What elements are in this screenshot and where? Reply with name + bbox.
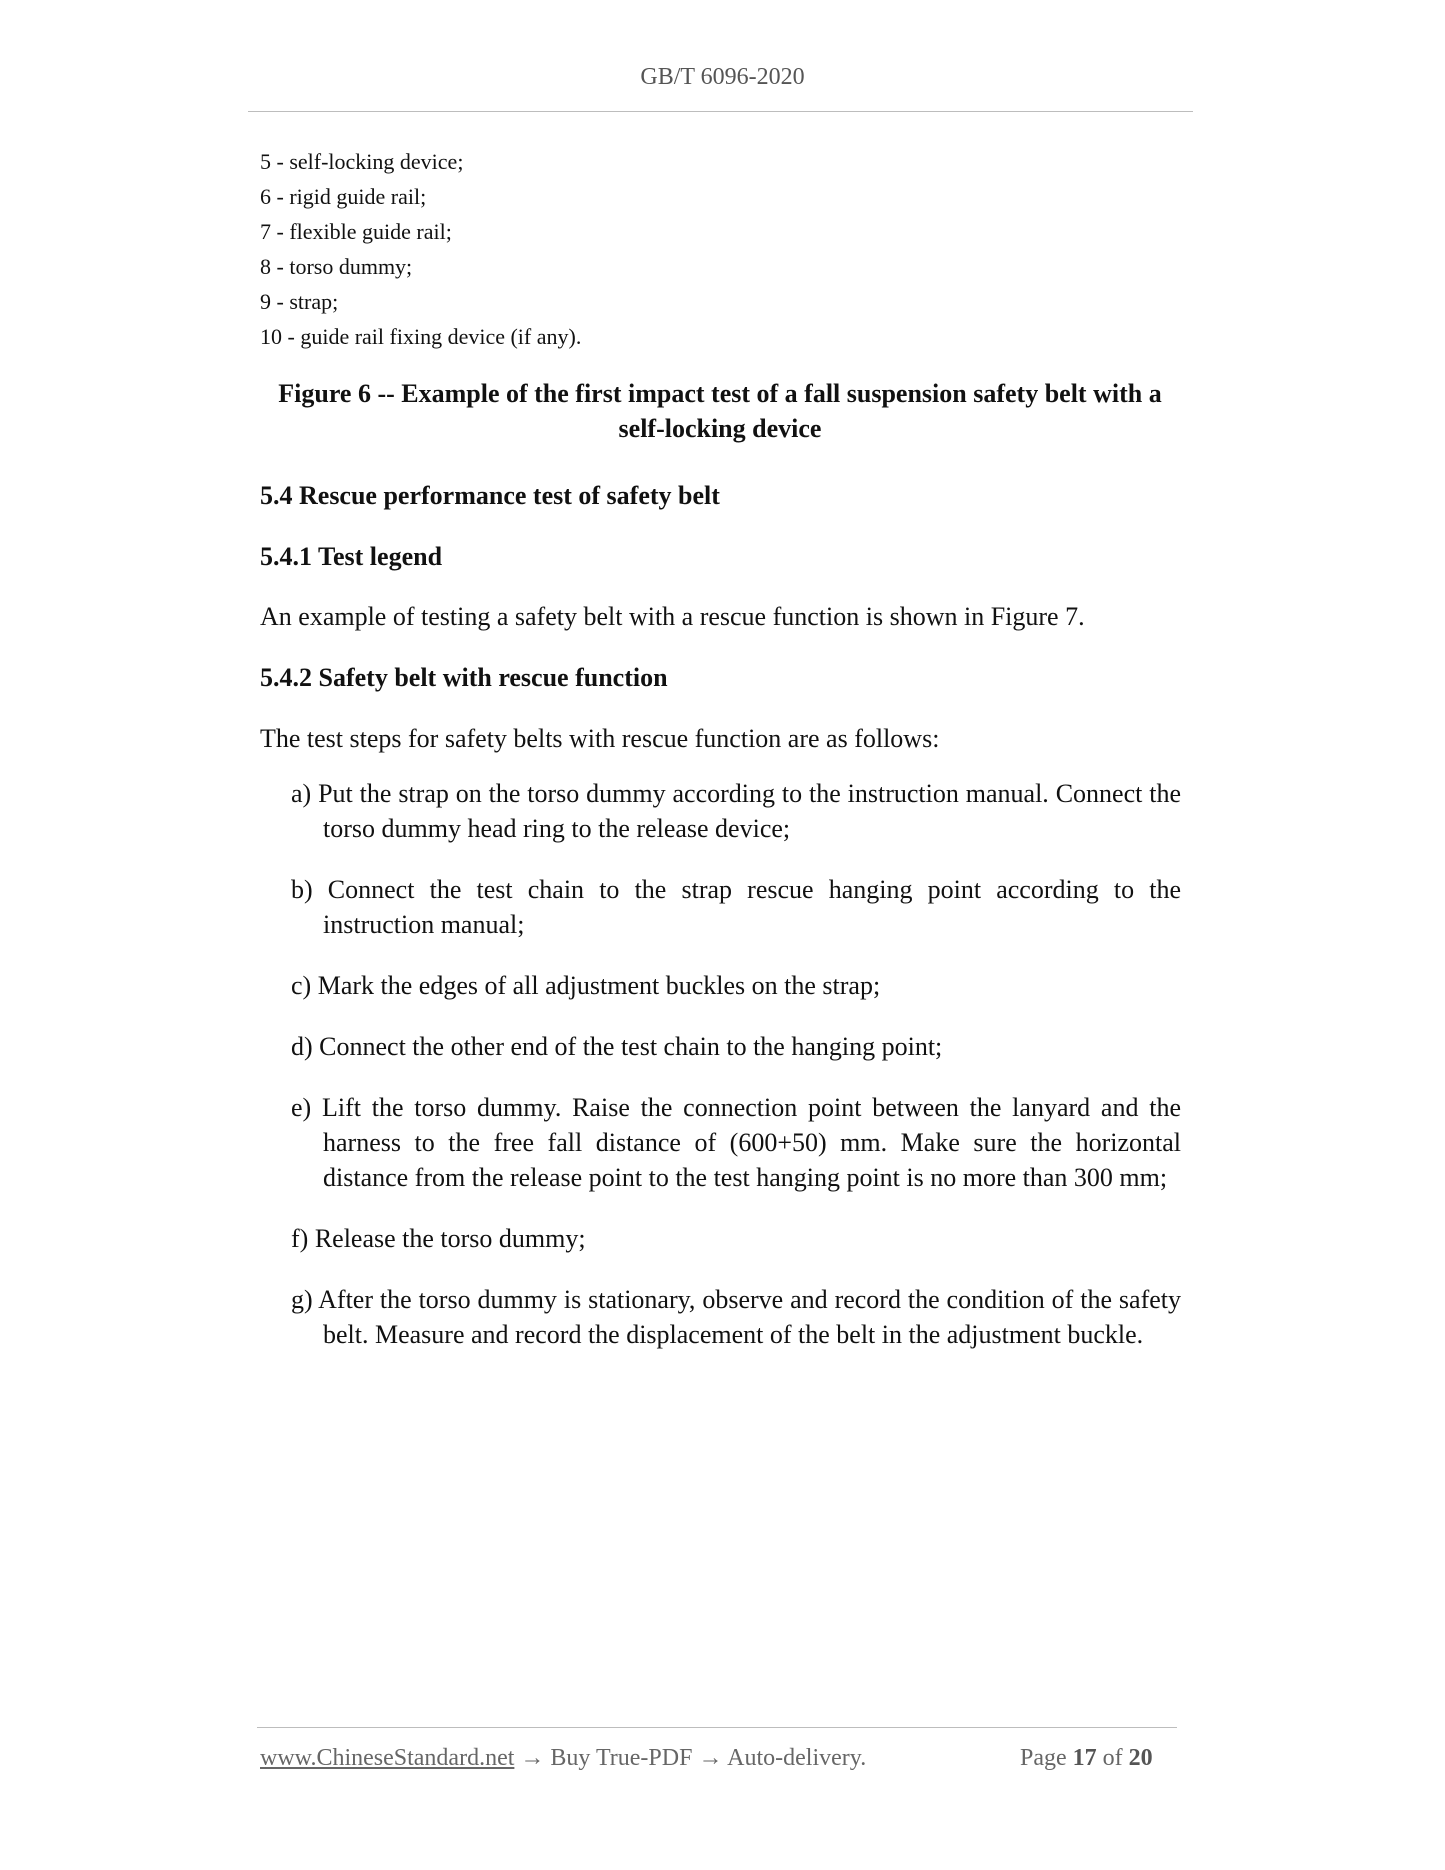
chinese-standard-link[interactable]: www.ChineseStandard.net — [260, 1745, 515, 1771]
test-steps-list — [291, 776, 1181, 1378]
figure-legend-list — [260, 144, 581, 354]
legend-item: 10 - guide rail fixing device (if any). — [260, 324, 582, 349]
buy-true-pdf-text: Buy True-PDF — [550, 1745, 693, 1771]
section-5-4-1-heading: 5.4.1 Test legend — [260, 542, 443, 571]
footer-left — [260, 1745, 866, 1772]
test-step: d) Connect the other end of the test chain to the hanging point; — [291, 1032, 943, 1061]
auto-delivery-text: Auto-delivery. — [727, 1745, 867, 1771]
test-step: f) Release the torso dummy; — [291, 1224, 586, 1253]
page-label: Page — [1020, 1745, 1067, 1771]
arrow-right-icon: → — [698, 1745, 723, 1771]
page-header-title: GB/T 6096-2020 — [640, 64, 805, 90]
arrow-right-icon: → — [520, 1745, 545, 1771]
footer-divider — [257, 1727, 1177, 1728]
figure-caption: Figure 6 -- Example of the first impact test of a fall suspension safety belt with a self-locking device — [278, 379, 1162, 443]
section-5-4-2-intro: The test steps for safety belts with rescue function are as follows: — [260, 724, 940, 753]
legend-item: 6 - rigid guide rail; — [260, 184, 427, 209]
legend-item: 5 - self-locking device; — [260, 149, 464, 174]
legend-item: 9 - strap; — [260, 289, 339, 314]
section-5-4-heading: 5.4 Rescue performance test of safety belt — [260, 481, 720, 510]
legend-item: 8 - torso dummy; — [260, 254, 413, 279]
legend-item: 7 - flexible guide rail; — [260, 219, 452, 244]
current-page-number: 17 — [1072, 1745, 1097, 1771]
of-label: of — [1102, 1745, 1123, 1771]
section-5-4-1-text: An example of testing a safety belt with a rescue function is shown in Figure 7. — [260, 602, 1085, 631]
test-step: b) Connect the test chain to the strap rescue hanging point according to the instruction manual; — [291, 875, 1181, 939]
test-step: c) Mark the edges of all adjustment buckles on the strap; — [291, 971, 881, 1000]
test-step: e) Lift the torso dummy. Raise the connection point between the lanyard and the harness to the free fall distance of (600+50) mm. Make sure the horizontal distance from the release point to the test hanging point is no more than 300 mm; — [291, 1093, 1181, 1192]
section-5-4-2-heading: 5.4.2 Safety belt with rescue function — [260, 663, 668, 692]
test-step: g) After the torso dummy is stationary, observe and record the condition of the safety belt. Measure and record the displacement of the belt in the adjustment buckle. — [291, 1285, 1181, 1349]
total-pages-number: 20 — [1128, 1745, 1153, 1771]
header-divider — [248, 111, 1193, 112]
test-step: a) Put the strap on the torso dummy according to the instruction manual. Connect the torso dummy head ring to the release device; — [291, 779, 1181, 843]
page-number-indicator — [1020, 1745, 1153, 1772]
